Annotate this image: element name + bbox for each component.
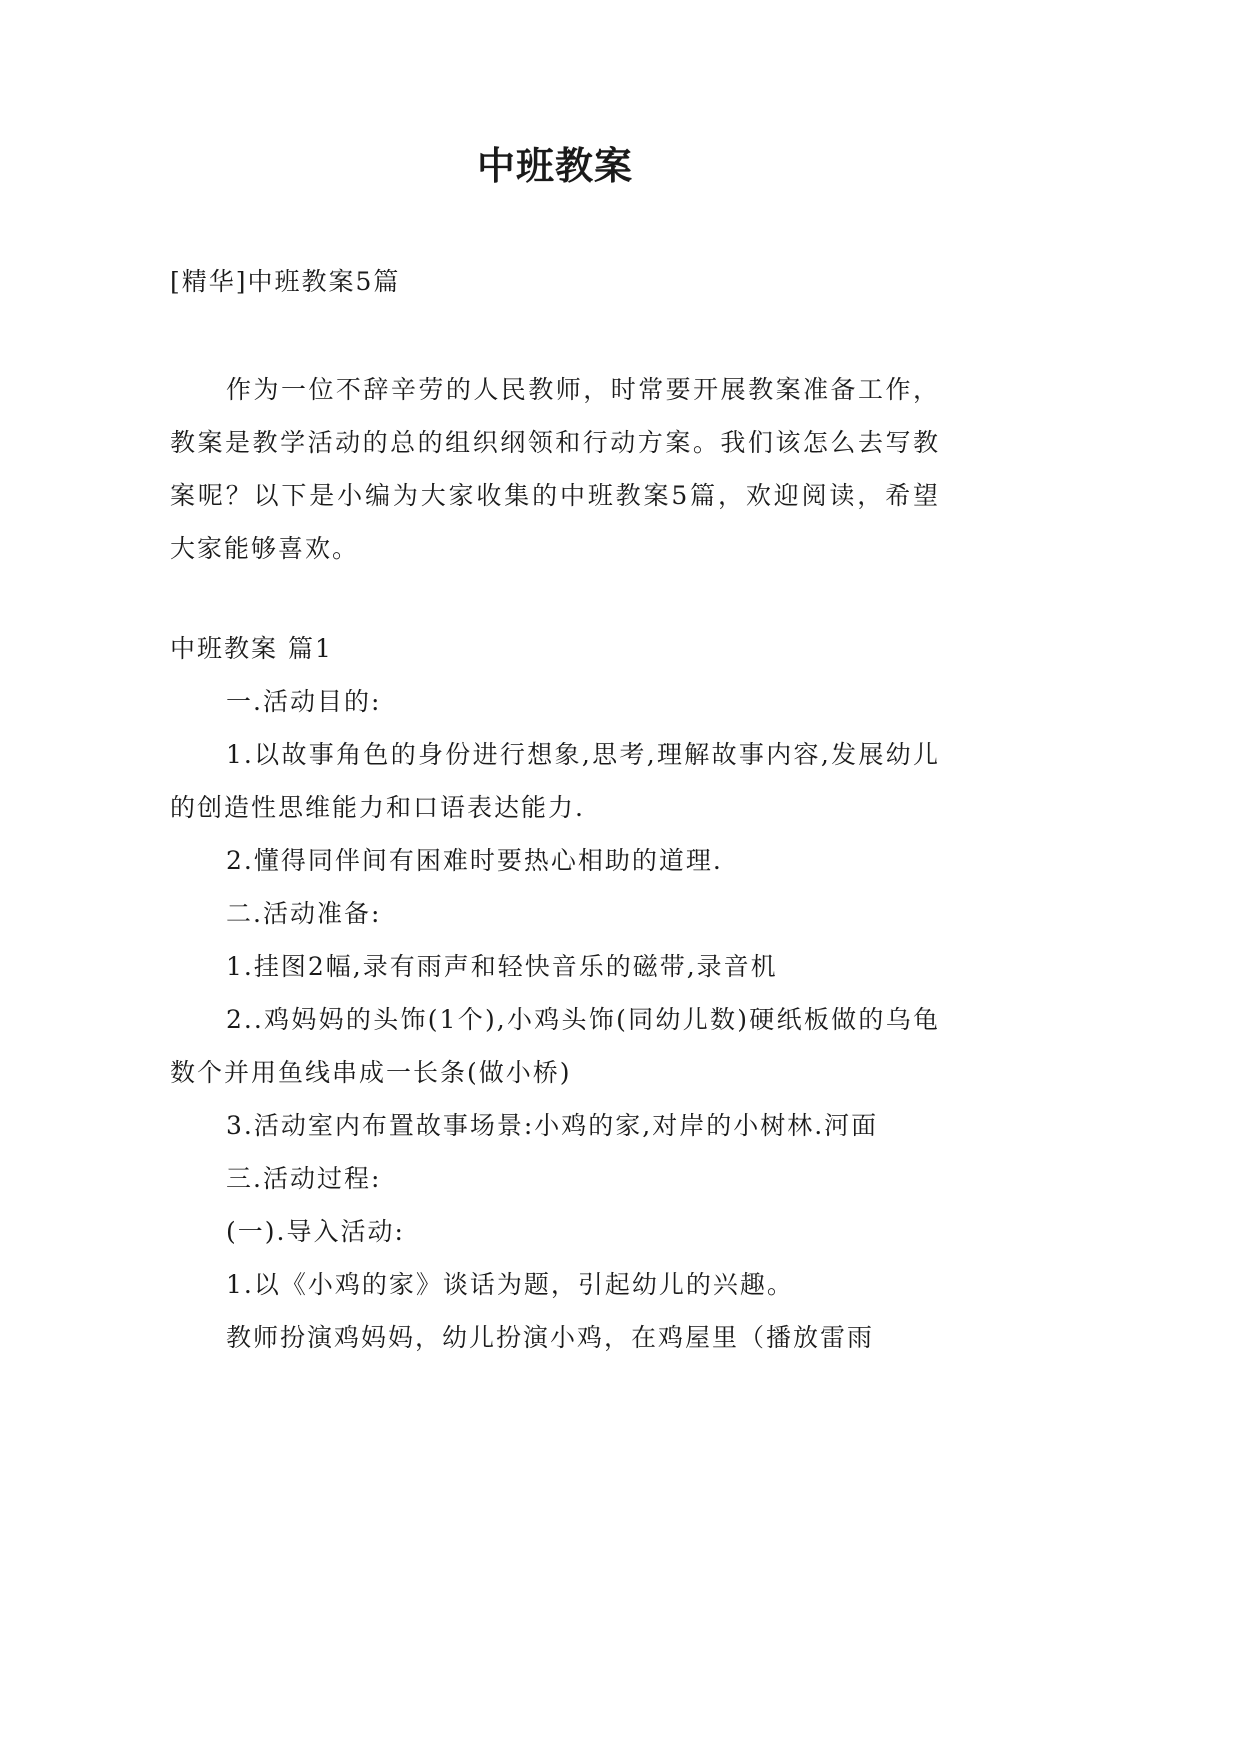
- paragraph: 2..鸡妈妈的头饰(1个),小鸡头饰(同幼儿数)硬纸板做的乌龟数个并用鱼线串成一长条(做小桥): [170, 1005, 940, 1087]
- paragraph: 1.以故事角色的身份进行想象,思考,理解故事内容,发展幼儿的创造性思维能力和口语表达能力.: [170, 740, 940, 822]
- subheading-intro-activity: (一).导入活动:: [226, 1217, 405, 1246]
- document-body: [170, 622, 940, 1364]
- intro-paragraph: 作为一位不辞辛劳的人民教师，时常要开展教案准备工作，教案是教学活动的总的组织纲领和行动方案。我们该怎么去写教案呢？以下是小编为大家收集的中班教案5篇，欢迎阅读，希望大家能够喜欢。: [170, 375, 940, 563]
- heading-activity-process: 三.活动过程:: [226, 1164, 382, 1193]
- paragraph: 教师扮演鸡妈妈，幼儿扮演小鸡，在鸡屋里（播放雷雨: [226, 1323, 875, 1352]
- paragraph: 1.以《小鸡的家》谈话为题，引起幼儿的兴趣。: [226, 1270, 794, 1299]
- document-subtitle: [精华]中班教案5篇: [170, 267, 401, 296]
- paragraph: 1.挂图2幅,录有雨声和轻快音乐的磁带,录音机: [226, 952, 778, 981]
- heading-activity-prep: 二.活动准备:: [226, 899, 382, 928]
- section-heading: 中班教案 篇1: [170, 634, 333, 663]
- paragraph: 2.懂得同伴间有困难时要热心相助的道理.: [226, 846, 723, 875]
- paragraph: 3.活动室内布置故事场景:小鸡的家,对岸的小树林.河面: [226, 1111, 879, 1140]
- document-title: 中班教案: [476, 143, 633, 188]
- heading-activity-goals: 一.活动目的:: [226, 687, 382, 716]
